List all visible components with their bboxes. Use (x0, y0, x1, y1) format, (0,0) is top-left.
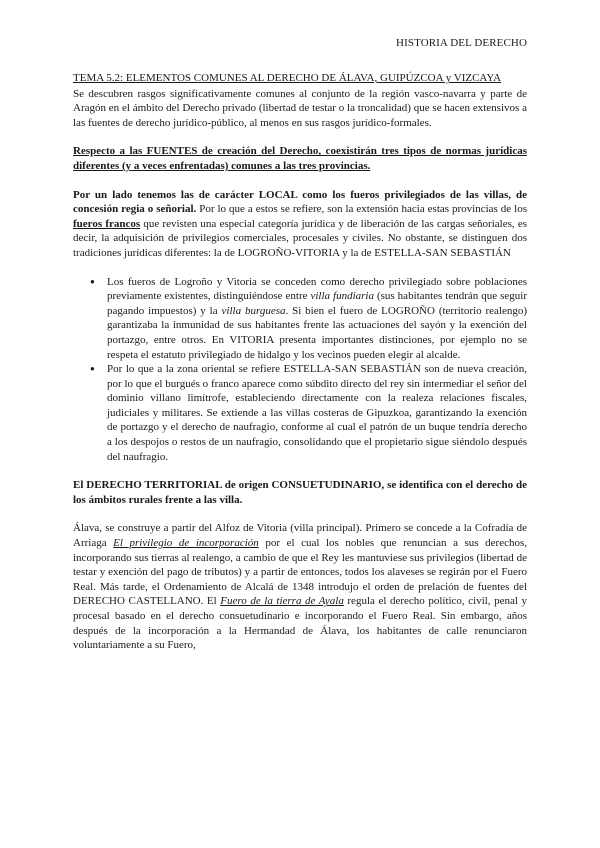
privilegio-term: El privilegio de incorporación (113, 537, 259, 550)
alava-text-3: regula el derecho político, civil, penal y procesal basado en el derecho consuetudinario e incorporando el Fuero Real. Sin embargo, años después de la incorporación a la Hermandad de Álava, los habitantes de calle renunciaron voluntariamente a su Fuero, (73, 595, 528, 652)
bullet1-text-3: . Si bien el fuero de LOGROÑO (territorio realengo) garantizaba la inmunidad de sus habitantes frente las actuaciones del sayón y la exención del portazgo, entre otros. En VITORIA presenta importantes distinciones, por ejemplo no se respeta el estatuto privilegiado de hidalgo y los vecinos pueden elegir al alcalde. (107, 304, 527, 361)
local-text-2: que revisten una especial categoría jurídica y de liberación de las cargas señoriales, es decir, la adquisición de privilegios comerciales, procesales y civiles. No obstante, se distinguen dos tradiciones jurídicas diferentes: la de LOGROÑO-VITORIA y la de ESTELLA-SAN SEBASTIÁN (73, 217, 527, 259)
alava-paragraph (73, 521, 527, 652)
list-item (107, 275, 527, 363)
territorial-heading: El DERECHO TERRITORIAL de origen CONSUETUDINARIO, se identifica con el derecho de los ámbitos rurales frente a las villa. (73, 479, 527, 506)
villa-fundiaria-term: villa fundiaria (310, 290, 374, 303)
section-title: TEMA 5.2: ELEMENTOS COMUNES AL DERECHO DE ÁLAVA, GUIPÚZCOA y VIZCAYA (73, 72, 502, 84)
running-header: HISTORIA DEL DERECHO (396, 37, 527, 49)
intro-paragraph: Se descubren rasgos significativamente comunes al conjunto de la región vasco-navarra y parte de Aragón en el ámbito del Derecho privado (libertad de testar o la troncalidad) que se hacen extensivos a las fuentes de derecho jurídico-público, al menos en sus rasgos jurídico-formales. (73, 87, 527, 129)
local-lead: Por un lado tenemos las de carácter LOCAL como los fueros privilegiados de las villas, de concesión regia o señorial. (73, 188, 527, 216)
local-text-1: Por lo que a estos se refiere, son la extensión hacia estas provincias de los (196, 203, 527, 216)
fuentes-heading: Respecto a las FUENTES de creación del Derecho, coexistirán tres tipos de normas jurídicas diferentes (y a veces enfrentadas) comunes a las tres provincias. (73, 145, 527, 172)
document-body (73, 71, 527, 653)
fuero-ayala-term: Fuero de la tierra de Ayala (220, 595, 344, 608)
bullet-list (73, 275, 527, 465)
list-item: ● Por lo que a la zona oriental se refiere ESTELLA-SAN SEBASTIÁN son de nueva creación, por lo que el burgués o franco aparece como súbdito directo del rey sin intermediar el señor del dominio villano limítrofe, estableciendo directamente con la realeza relaciones fiscales, judiciales y militares. Se extiende a las villas costeras de Gipuzkoa, garantizando la exención de portazgo y el derecho de naufragio, conforme al cual el patrón de un buque tendría derecho a los despojos o restos de un naufragio, consolidando que el propietario sigue siéndolo después del naufragio. (107, 362, 527, 464)
alava-text-2: por el cual los nobles que renuncian a sus derechos, incorporando sus tierras al realengo, a cambio de que el Rey les mantuviese sus privilegios (libertad de testar y exención del pago de tributos) y a partir de entonces, todos los alaveses se regirán por el Fuero Real. Más tarde, el Ordenamiento de Alcalá de 1348 introdujo el orden de prelación de fuentes del DERECHO CASTELLANO. El (73, 537, 528, 608)
bullet1-text-1: Los fueros de Logroño y Vitoria se conceden como derecho privilegiado sobre poblaciones previamente existentes, distinguiéndose entre (107, 275, 527, 303)
fueros-francos-term: fueros francos (73, 217, 141, 230)
local-paragraph (73, 188, 527, 261)
alava-text-1: Álava, se construye a partir del Alfoz de Vitoria (villa principal). Primero se concede a la Cofradía de Arriaga (73, 522, 527, 550)
bullet1-text-2: (sus habitantes tendrán que seguir pagando impuestos) y la (107, 290, 527, 317)
villa-burguesa-term: villa burguesa (221, 304, 286, 317)
